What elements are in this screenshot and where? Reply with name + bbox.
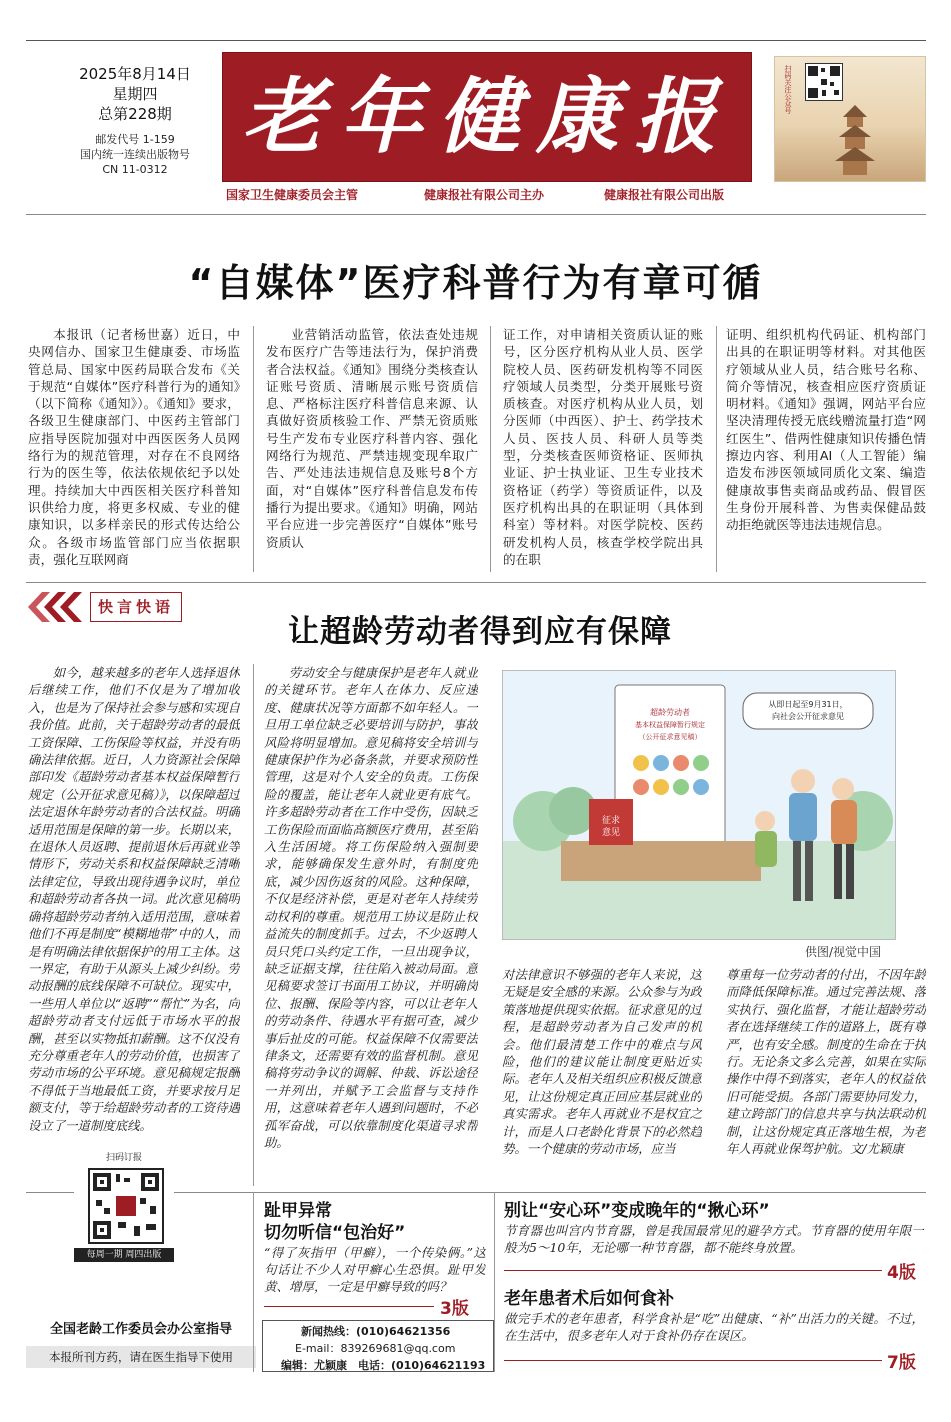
guidance-note: 全国老龄工作委员会办公室指导 — [49, 1322, 232, 1337]
column-divider — [490, 326, 491, 572]
illustration-caption: 供图/视觉中国 — [805, 945, 882, 959]
svg-text:意见: 意见 — [601, 828, 621, 838]
column-divider — [494, 1192, 495, 1372]
issue-number: 总第228期 — [98, 105, 172, 123]
subscribe-qr-block[interactable] — [74, 1150, 174, 1286]
news-hotline: 新闻热线：(010)64621356 — [301, 1325, 451, 1338]
opinion-col-2: 劳动安全与健康保护是老年人就业的关键环节。老年人在体力、反应速度、健康状况等方面都不如年轻人。一旦用工单位缺乏必要培训与防护，事故风险将明显增加。意见稿将安全培训与健康保护作为必备条款，并要求预防性管理，这是对个人安全的负责。工伤保险的覆盖，能让老年人就业更有底气。许多超龄劳动者在工作中受伤，因缺乏工伤保险而面临高额医疗费用，甚至陷入生活困境。将工伤保险纳入强制要求，能够确保发生意外时，有制度兜底，减少因伤返贫的风险。这种保障，不仅是经济补偿，更是对老年人持续劳动权利的尊重。规范用工协议是防止权益流失的制度抓手。过去，不少返聘人员只凭口头约定工作，一旦出现争议，缺乏证据支撑，往往陷入被动局面。意见稿要求签订书面用工协议，并明确岗位、报酬、保险等内容，可以让老年人的劳动条件、待遇水平有据可查，减少事后扯皮的可能。权益保障不仅需要法律条文，还需要有效的监督机制。意见稿将劳动争议的调解、仲裁、诉讼途径一并列出，并赋予工会监督与支持作用，这意味着老年人遇到问题时，不必孤军奋战，可以依靠制度化渠道寻求帮助。 — [264, 665, 478, 1150]
opinion-col-4: 尊重每一位劳动者的付出，不因年龄而降低保障标准。通过完善法规、落实执行、强化监督，才能让超龄劳动者在选择继续工作的道路上，既有尊严，也有安全感。制度的生命在于执行。无论条文多么完善，如果在实际操作中得不到落实，老年人的权益依旧可能受损。各部门需要协同发力，建立跨部门的信息共享与执法联动机制，让这份规定真正落地生根，为老年人再就业保驾护航。文/尤颖康 — [726, 967, 926, 1157]
pagoda-illustration — [835, 105, 875, 175]
medicine-notice: 本报所刊方药，请在医生指导下使用 — [26, 1346, 256, 1368]
svg-text:征求: 征求 — [601, 816, 621, 826]
teaser-1-title-line-1[interactable]: 趾甲异常 — [264, 1201, 332, 1221]
opinion-col-1: 如今，越来越多的老年人选择退休后继续工作，他们不仅是为了增加收入，也是为了保持社会参与感和实现自我价值。此前，关于超龄劳动者的最低工资保障、工伤保险等权益，并没有明确法律依据。近日，人力资源社会保障部印发《超龄劳动者基本权益保障暂行规定（公开征求意见稿）》，以保障超过法定退休年龄劳动者的合法权益。明确适用范围是保障的第一步。长期以来，在退休人员返聘、提前退休后再就业等情形下，劳动关系和权益保障缺乏清晰法律定位，导致出现待遇争议时，单位和超龄劳动者各执一词。此次意见稿明确将超龄劳动者纳入适用范围，意味着他们不再是制度“模糊地带”中的人，而是有明确法律依据保护的用工主体。这一界定，有助于从源头上减少纠纷。劳动报酬的底线保障不可缺位。现实中，一些用人单位以“返聘”“帮忙”为名，向超龄劳动者支付远低于市场水平的报酬，甚至以实物抵扣薪酬。这不仅没有充分尊重老年人的劳动价值，也损害了劳动市场的公平环境。意见稿规定报酬不得低于当地最低工资，并要求按月足额支付，等于给超龄劳动者的工资待遇设立了一道制度底线。 — [28, 665, 240, 1133]
section-label: 快言快语 — [90, 592, 182, 622]
teaser-3-summary: 做完手术的老年患者，科学食补是“吃”出健康、“补”出活力的关键。不过，在生活中，很多老年人对于食补仍存在误区。 — [504, 1311, 924, 1343]
lead-headline: “自媒体”医疗科普行为有章可循 — [188, 261, 763, 305]
svg-text:超龄劳动者: 超龄劳动者 — [650, 708, 690, 717]
masthead-rule — [26, 214, 926, 215]
issue-date: 2025年8月14日 — [79, 65, 191, 83]
lead-article-col-2: 业营销活动监管，依法查处违规发布医疗广告等违法行为，保护消费者合法权益。《通知》围绕分类核查认证账号资质、清晰展示账号资质信息、严格标注医疗科普信息来源、认真做好资质核验工作、严禁无资质账号生产发布专业医疗科普内容、强化网络行为规范、严禁违规变现牟取广告、严处违法违规信息及账号8个方面，对“自媒体”医疗科普信息发布传播行为提出要求。《通知》明确，网站平台应进一步完善医疗“自媒体”账号资质认 — [266, 327, 478, 550]
column-divider — [253, 1192, 254, 1372]
lead-article-col-3: 证工作，对申请相关资质认证的账号，区分医疗机构从业人员、医学院校人员、医药研发机构等不同医疗领域人员类型，分类开展账号资质核查。对医疗机构从业人员，划分医师（中西医）、护士、药学技术人员、医技人员、科研人员等类型，分类核查医师资格证、医师执业证、护士执业证、卫生专业技术资格证（药学）等资质证件，以及医疗机构出具的在职证明（具体到科室）等材料。对医学院校、医药研发机构人员，核查学校学院出具的在职 — [503, 327, 703, 567]
svg-text:从即日起至9月31日，: 从即日起至9月31日， — [768, 700, 848, 709]
teaser-2-title[interactable]: 别让“安心环”变成晚年的“揪心环” — [504, 1201, 770, 1221]
lead-article-col-4: 证明、组织机构代码证、机构部门出具的在职证明等材料。对其他医疗领域从业人员，结合账号名称、简介等情况，核查相应医疗资质证明材料。《通知》强调，网站平台应坚决清理传授无底线赠流量打造“网红医生”、借两性健康知识传播色情擦边内容、利用AI（人工智能）编造发布涉医领域同质化文案、编造健康故事售卖商品或药品、假冒医生身份开展科普、为售卖保健品鼓动拒绝就医等违法违规信息。 — [726, 327, 926, 533]
date-block — [70, 64, 200, 177]
page-ref-line — [264, 1306, 434, 1307]
sponsor-2: 健康报社有限公司主办 — [424, 188, 545, 202]
editor-info: 编辑：尤颖康 电话：(010)64621193 — [281, 1359, 486, 1372]
promo-qr-code — [805, 63, 843, 101]
teaser-1-page[interactable]: 3版 — [440, 1299, 469, 1319]
contact-box — [262, 1320, 494, 1372]
qr-subtitle: 每周一期 周四出版 — [74, 1248, 174, 1262]
svg-text:（公开征求意见稿）: （公开征求意见稿） — [638, 733, 702, 741]
teaser-1-title-line-2[interactable]: 切勿听信“包治好” — [264, 1223, 406, 1243]
masthead — [222, 52, 752, 182]
teaser-2-page[interactable]: 4版 — [887, 1263, 916, 1283]
teaser-1-summary: “得了灰指甲（甲癣），一个传染俩。”这句话让不少人对甲癣心生恐惧。趾甲发黄、增厚，一定是甲癣导致的吗？ — [264, 1245, 486, 1294]
page-ref-line — [504, 1360, 882, 1361]
section-rule — [26, 582, 926, 583]
sponsor-1: 国家卫生健康委员会主管 — [226, 188, 359, 202]
postal-code: 邮发代号 1-159 — [95, 133, 175, 146]
opinion-headline: 让超龄劳动者得到应有保障 — [288, 614, 672, 650]
subscribe-qr-code[interactable] — [88, 1168, 164, 1244]
cn-number: CN 11-0312 — [102, 163, 168, 176]
page-ref-line — [504, 1270, 882, 1271]
contact-email[interactable]: E-mail：839269681@qq.com — [295, 1342, 456, 1355]
top-rule — [26, 40, 926, 41]
column-divider — [716, 326, 717, 572]
promo-image — [774, 56, 926, 182]
chevron-arrows-icon — [28, 590, 88, 624]
lead-article-col-1: 本报讯（记者杨世嘉）近日，中央网信办、国家卫生健康委、市场监管总局、国家中医药局联合发布《关于规范“自媒体”医疗科普行为的通知》（以下简称《通知》）。《通知》要求，各级卫生健康部门、中医药主管部门应指导医院加强对中西医医务人员网络行为的规范管理，对存在不良网络行为的医生等，依法依规依纪予以处理。持续加大中西医相关医疗科普知识供给力度，将更多权威、专业的健康知识，以多样亲民的形式传达给公众。各级市场监管部门应当依据职责，强化互联网商 — [28, 327, 240, 567]
weekday: 星期四 — [112, 85, 158, 103]
teaser-3-title[interactable]: 老年患者术后如何食补 — [504, 1289, 674, 1309]
opinion-col-3: 对法律意识不够强的老年人来说，这无疑是安全感的来源。公众参与为政策落地提供现实依据。征求意见的过程，是超龄劳动者为自己发声的机会。他们最清楚工作中的难点与风险，他们的建议能让制度更贴近实际。老年人及相关组织应积极反馈意见，让这份规定真正回应基层就业的真实需求。老年人再就业不是权宜之计，而是人口老龄化背景下的必然趋势。一个健康的劳动市场，应当 — [502, 967, 702, 1157]
teaser-2-summary: 节育器也叫宫内节育器，曾是我国最常见的避孕方式。节育器的使用年限一般为5～10年，无论哪一种节育器，都不能终身放置。 — [504, 1223, 924, 1255]
qr-title: 扫码订报 — [105, 1153, 142, 1163]
sponsor-3: 健康报社有限公司出版 — [604, 188, 725, 202]
article-illustration — [502, 670, 896, 940]
svg-text:基本权益保障暂行规定: 基本权益保障暂行规定 — [635, 721, 705, 729]
teaser-3-page[interactable]: 7版 — [887, 1353, 916, 1373]
publication-number: 国内统一连续出版物号 — [80, 148, 190, 161]
column-divider — [253, 326, 254, 572]
newspaper-title: 老年健康报 — [242, 69, 732, 165]
promo-text: 扫码关注公众号 — [784, 65, 792, 114]
svg-text:向社会公开征求意见: 向社会公开征求意见 — [772, 712, 844, 721]
column-divider — [253, 664, 254, 1186]
